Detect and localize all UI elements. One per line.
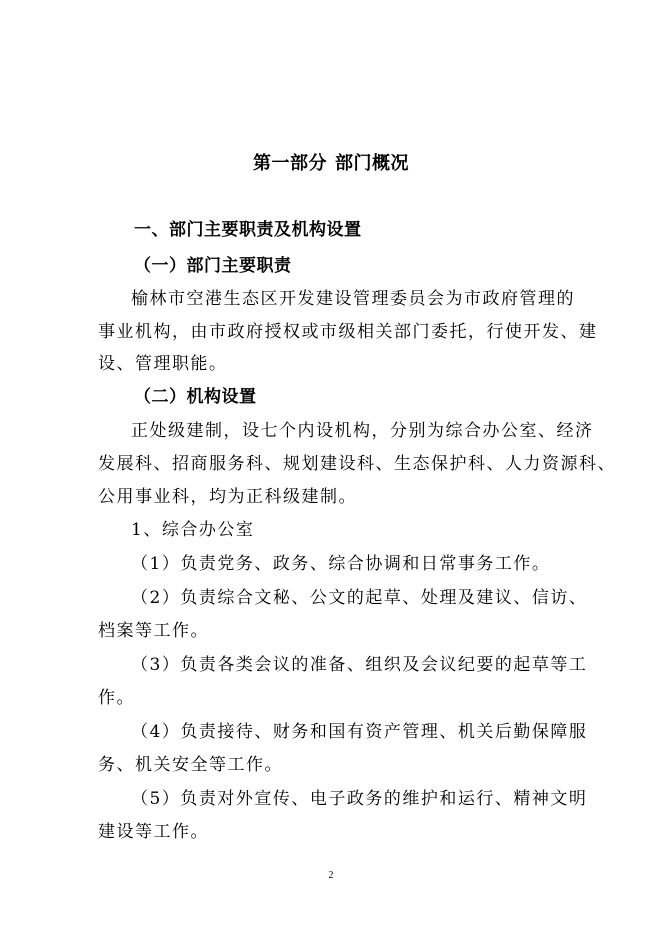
duty-line: 作。 [98,688,135,708]
duty-line: （1）负责党务、政务、综合协调和日常事务工作。 [131,554,551,574]
paragraph-line: 榆林市空港生态区开发建设管理委员会为市政府管理的 [131,289,575,309]
paragraph-line: 发展科、招商服务科、规划建设科、生态保护科、人力资源科、 [98,454,616,474]
paragraph-line: 正处级建制，设七个内设机构，分别为综合办公室、经济 [131,421,594,441]
duty-line: 建设等工作。 [98,822,209,842]
page-title [0,152,662,176]
duty-line: 务、机关安全等工作。 [98,755,283,775]
duty-line: 档案等工作。 [98,621,209,641]
paragraph-line: 设、管理职能。 [98,354,228,374]
paragraph-line: 公用事业科，均为正科级建制。 [98,487,357,507]
page-number: 2 [328,870,334,881]
subsection-heading-duties: （一）部门主要职责 [134,256,292,276]
item-heading: 1、综合办公室 [131,520,255,540]
title-part: 第一部分 [253,153,327,174]
duty-line: （4）负责接待、财务和国有资产管理、机关后勤保障服 [131,722,588,742]
subsection-heading-structure: （二）机构设置 [134,387,257,407]
duty-line: （5）负责对外宣传、电子政务的维护和运行、精神文明 [131,789,588,809]
section-heading: 一、部门主要职责及机构设置 [134,220,362,240]
duty-line: （2）负责综合文秘、公文的起草、处理及建议、信访、 [131,588,588,608]
duty-line: （3）负责各类会议的准备、组织及会议纪要的起草等工 [131,655,588,675]
paragraph-line: 事业机构，由市政府授权或市级相关部门委托，行使开发、建 [98,322,598,342]
title-name: 部门概况 [335,153,409,174]
